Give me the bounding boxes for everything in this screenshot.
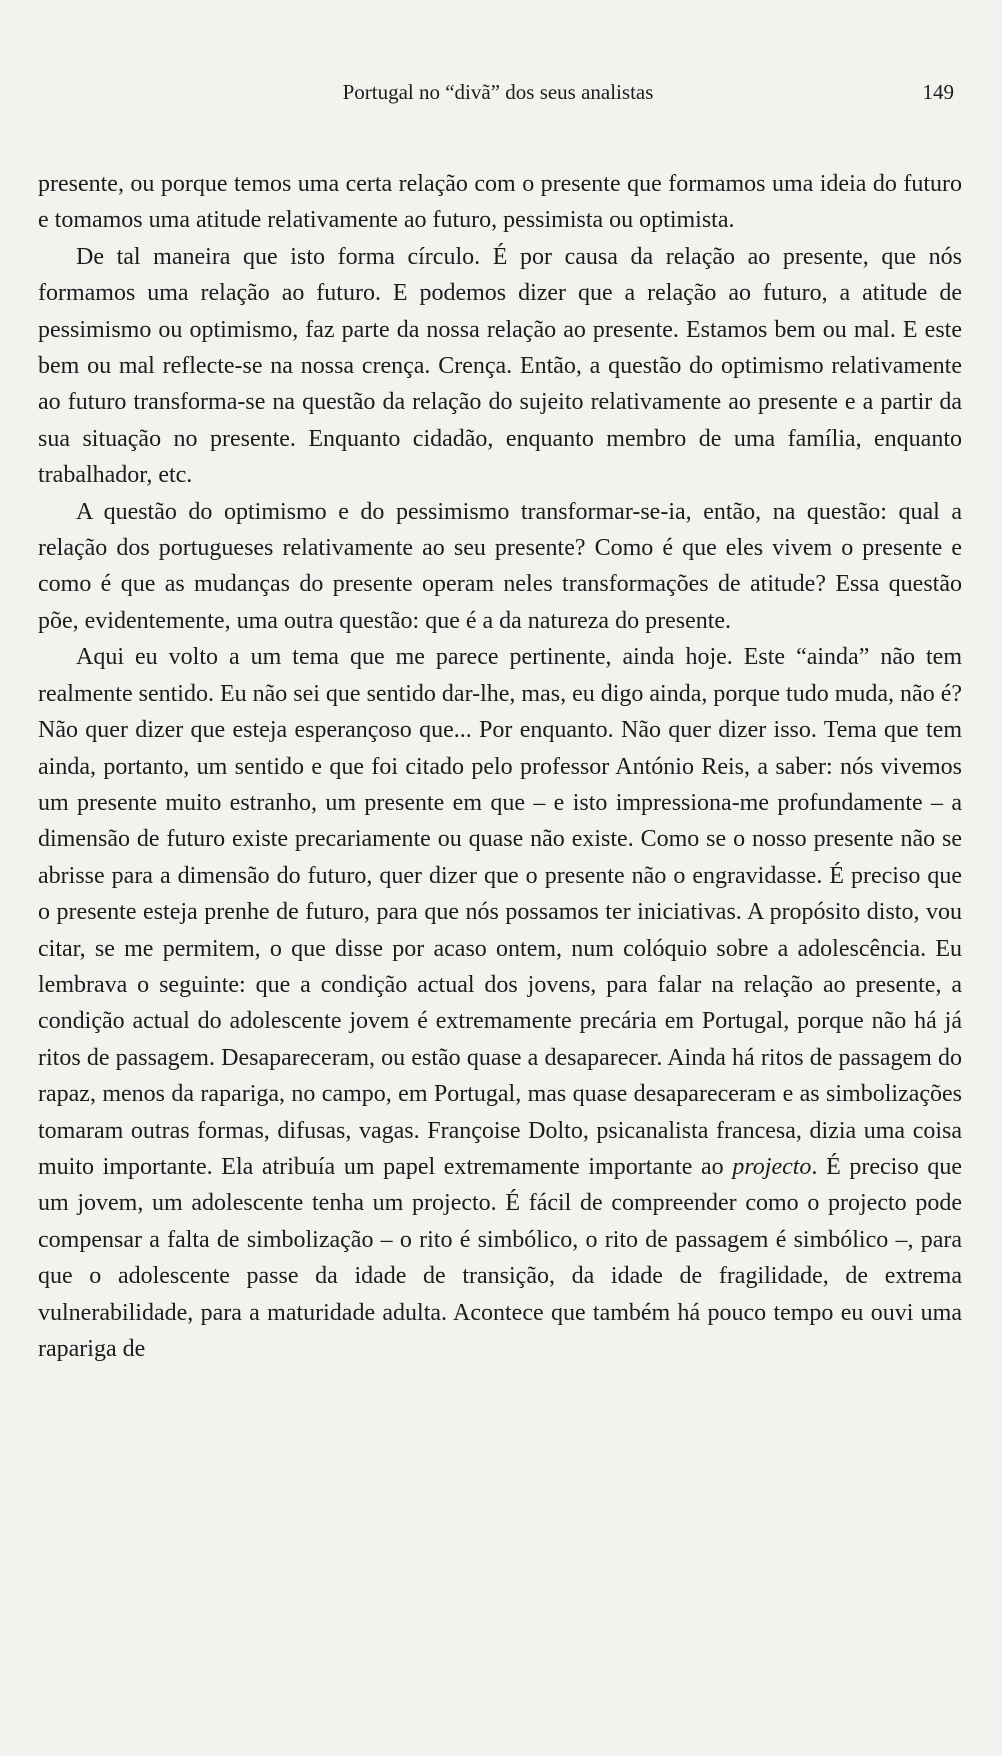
paragraph-4-tail: . É preciso que um jovem, um adolescente tenha um projecto. É fácil de compreender como o projecto pode compensar a falta de simbolização – o rito é simbólico, o rito de passagem é simbólico –, para que o adolescente passe da idade de transição, da idade de fragilidade, de extrema vulnerabilidade, para a maturidade adulta. Acontece que também há pouco tempo eu ouvi uma rapariga de	[38, 1153, 962, 1362]
paragraph-2: De tal maneira que isto forma círculo. É por causa da relação ao presente, que nós formamos uma relação ao futuro. E podemos dizer que a relação ao futuro, a atitude de pessimismo ou optimismo, faz parte da nossa relação ao presente. Estamos bem ou mal. E este bem ou mal reflecte-se na nossa crença. Crença. Então, a questão do optimismo relativamente ao futuro transforma-se na questão da relação do sujeito relativamente ao presente e a partir da sua situação no presente. Enquanto cidadão, enquanto membro de uma família, enquanto trabalhador, etc.	[38, 243, 962, 489]
paragraph-4-text: Aqui eu volto a um tema que me parece pertinente, ainda hoje. Este “ainda” não tem realmente sentido. Eu não sei que sentido dar-lhe, mas, eu digo ainda, porque tudo muda, não é? Não quer dizer que esteja esperançoso que... Por enquanto. Não quer dizer isso. Tema que tem ainda, portanto, um sentido e que foi citado pelo professor António Reis, a saber: nós vivemos um presente muito estranho, um presente em que – e isto impressiona-me profundamente – a dimensão de futuro existe precariamente ou quase não existe. Como se o nosso presente não se abrisse para a dimensão do futuro, quer dizer que o presente não o engravidasse. É preciso que o presente esteja prenhe de futuro, para que nós possamos ter iniciativas. A propósito disto, vou citar, se me permitem, o que disse por acaso ontem, num colóquio sobre a adolescência. Eu lembrava o seguinte: que a condição actual dos jovens, para falar na relação ao presente, a condição actual do adolescente jovem é extremamente precária em Portugal, porque não há já ritos de passagem. Desapareceram, ou estão quase a desaparecer. Ainda há ritos de passagem do rapaz, menos da rapariga, no campo, em Portugal, mas quase desapareceram e as simbolizações tomaram outras formas, difusas, vagas. Françoise Dolto, psicanalista francesa, dizia uma coisa muito importante. Ela atribuía um papel extremamente importante ao	[38, 644, 962, 1180]
paragraph-1: presente, ou porque temos uma certa relação com o presente que formamos uma ideia do futuro e tomamos uma atitude relativamente ao futuro, pessimista ou optimista.	[38, 171, 962, 234]
running-title: Portugal no “divã” dos seus analistas	[342, 80, 654, 104]
page-number: 149	[922, 80, 954, 104]
paragraph-3: A questão do optimismo e do pessimismo transformar-se-ia, então, na questão: qual a relação dos portugueses relativamente ao seu presente? Como é que eles vivem o presente e como é que as mudanças do presente operam neles transformações de atitude? Essa questão põe, evidentemente, uma outra questão: que é a da natureza do presente.	[38, 498, 962, 634]
emphasis-projecto: projecto	[732, 1153, 812, 1180]
paragraph-4	[38, 639, 962, 1367]
body-text	[38, 166, 962, 1367]
